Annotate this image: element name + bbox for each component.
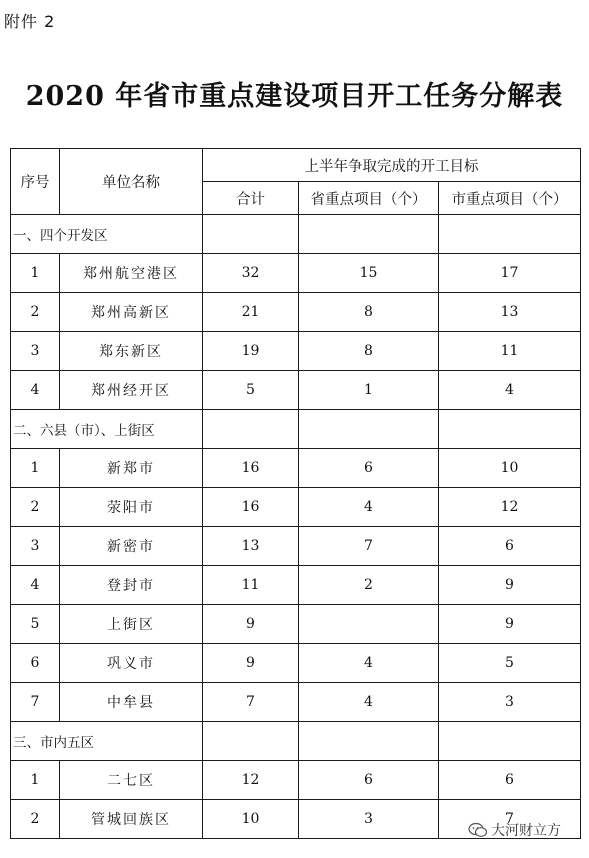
section-empty-cell bbox=[203, 722, 299, 761]
cell-prov: 1 bbox=[299, 371, 439, 410]
cell-total: 32 bbox=[203, 254, 299, 293]
table-row bbox=[11, 605, 581, 644]
cell-seq: 2 bbox=[11, 800, 60, 839]
cell-unit-name: 登封市 bbox=[60, 566, 203, 605]
cell-unit-name: 上街区 bbox=[60, 605, 203, 644]
watermark-text: 大河财立方 bbox=[491, 823, 561, 839]
section-row bbox=[11, 722, 581, 761]
wechat-icon bbox=[468, 822, 488, 838]
cell-unit-name: 郑东新区 bbox=[60, 332, 203, 371]
cell-prov: 8 bbox=[299, 332, 439, 371]
cell-seq: 7 bbox=[11, 683, 60, 722]
cell-city: 5 bbox=[439, 644, 581, 683]
cell-city: 4 bbox=[439, 371, 581, 410]
page-title: 2020 年省市重点建设项目开工任务分解表 bbox=[25, 81, 564, 112]
cell-total: 9 bbox=[203, 644, 299, 683]
cell-total: 19 bbox=[203, 332, 299, 371]
table-row bbox=[11, 371, 581, 410]
section-empty-cell bbox=[299, 215, 439, 254]
cell-prov: 7 bbox=[299, 527, 439, 566]
cell-city: 12 bbox=[439, 488, 581, 527]
section-row bbox=[11, 215, 581, 254]
col-header-prov: 省重点项目（个） bbox=[299, 182, 439, 215]
cell-prov: 4 bbox=[299, 644, 439, 683]
cell-prov bbox=[299, 605, 439, 644]
section-empty-cell bbox=[439, 215, 581, 254]
cell-seq: 4 bbox=[11, 371, 60, 410]
cell-total: 7 bbox=[203, 683, 299, 722]
cell-seq: 3 bbox=[11, 332, 60, 371]
section-empty-cell bbox=[439, 722, 581, 761]
col-header-group: 上半年争取完成的开工目标 bbox=[203, 149, 581, 182]
cell-city: 11 bbox=[439, 332, 581, 371]
table-row bbox=[11, 293, 581, 332]
table-row bbox=[11, 488, 581, 527]
cell-seq: 1 bbox=[11, 761, 60, 800]
cell-city: 9 bbox=[439, 605, 581, 644]
section-row bbox=[11, 410, 581, 449]
section-title: 一、四个开发区 bbox=[11, 215, 203, 254]
cell-unit-name: 荥阳市 bbox=[60, 488, 203, 527]
cell-city: 6 bbox=[439, 761, 581, 800]
cell-seq: 1 bbox=[11, 254, 60, 293]
cell-seq: 3 bbox=[11, 527, 60, 566]
section-title: 二、六县（市）、上街区 bbox=[11, 410, 203, 449]
col-header-total: 合计 bbox=[203, 182, 299, 215]
section-empty-cell bbox=[299, 722, 439, 761]
cell-prov: 4 bbox=[299, 683, 439, 722]
cell-city: 6 bbox=[439, 527, 581, 566]
cell-city: 17 bbox=[439, 254, 581, 293]
table-row bbox=[11, 566, 581, 605]
cell-city: 13 bbox=[439, 293, 581, 332]
cell-prov: 6 bbox=[299, 449, 439, 488]
cell-prov: 2 bbox=[299, 566, 439, 605]
cell-seq: 5 bbox=[11, 605, 60, 644]
table-row bbox=[11, 761, 581, 800]
cell-seq: 2 bbox=[11, 293, 60, 332]
cell-total: 5 bbox=[203, 371, 299, 410]
cell-prov: 6 bbox=[299, 761, 439, 800]
cell-total: 10 bbox=[203, 800, 299, 839]
section-title: 三、市内五区 bbox=[11, 722, 203, 761]
task-table bbox=[10, 148, 581, 839]
section-empty-cell bbox=[299, 410, 439, 449]
cell-city: 10 bbox=[439, 449, 581, 488]
section-empty-cell bbox=[439, 410, 581, 449]
cell-total: 12 bbox=[203, 761, 299, 800]
cell-unit-name: 郑州航空港区 bbox=[60, 254, 203, 293]
cell-unit-name: 中牟县 bbox=[60, 683, 203, 722]
cell-unit-name: 郑州经开区 bbox=[60, 371, 203, 410]
cell-seq: 6 bbox=[11, 644, 60, 683]
attachment-label: 附件 2 bbox=[4, 12, 56, 31]
table-row bbox=[11, 527, 581, 566]
cell-unit-name: 新郑市 bbox=[60, 449, 203, 488]
cell-total: 16 bbox=[203, 488, 299, 527]
cell-unit-name: 管城回族区 bbox=[60, 800, 203, 839]
cell-seq: 4 bbox=[11, 566, 60, 605]
cell-total: 21 bbox=[203, 293, 299, 332]
cell-prov: 15 bbox=[299, 254, 439, 293]
cell-unit-name: 巩义市 bbox=[60, 644, 203, 683]
cell-total: 11 bbox=[203, 566, 299, 605]
cell-total: 9 bbox=[203, 605, 299, 644]
col-header-city: 市重点项目（个） bbox=[439, 182, 581, 215]
cell-prov: 3 bbox=[299, 800, 439, 839]
table-row bbox=[11, 449, 581, 488]
col-header-unit: 单位名称 bbox=[60, 149, 203, 215]
cell-seq: 1 bbox=[11, 449, 60, 488]
table-row bbox=[11, 644, 581, 683]
cell-city: 9 bbox=[439, 566, 581, 605]
table-row bbox=[11, 332, 581, 371]
cell-unit-name: 二七区 bbox=[60, 761, 203, 800]
cell-prov: 4 bbox=[299, 488, 439, 527]
cell-city: 3 bbox=[439, 683, 581, 722]
section-empty-cell bbox=[203, 410, 299, 449]
table-row bbox=[11, 683, 581, 722]
cell-city: 7 bbox=[439, 800, 581, 839]
section-empty-cell bbox=[203, 215, 299, 254]
cell-unit-name: 郑州高新区 bbox=[60, 293, 203, 332]
col-header-seq: 序号 bbox=[11, 149, 60, 215]
cell-prov: 8 bbox=[299, 293, 439, 332]
cell-unit-name: 新密市 bbox=[60, 527, 203, 566]
cell-total: 16 bbox=[203, 449, 299, 488]
watermark bbox=[468, 820, 561, 840]
cell-seq: 2 bbox=[11, 488, 60, 527]
cell-total: 13 bbox=[203, 527, 299, 566]
table-row bbox=[11, 254, 581, 293]
